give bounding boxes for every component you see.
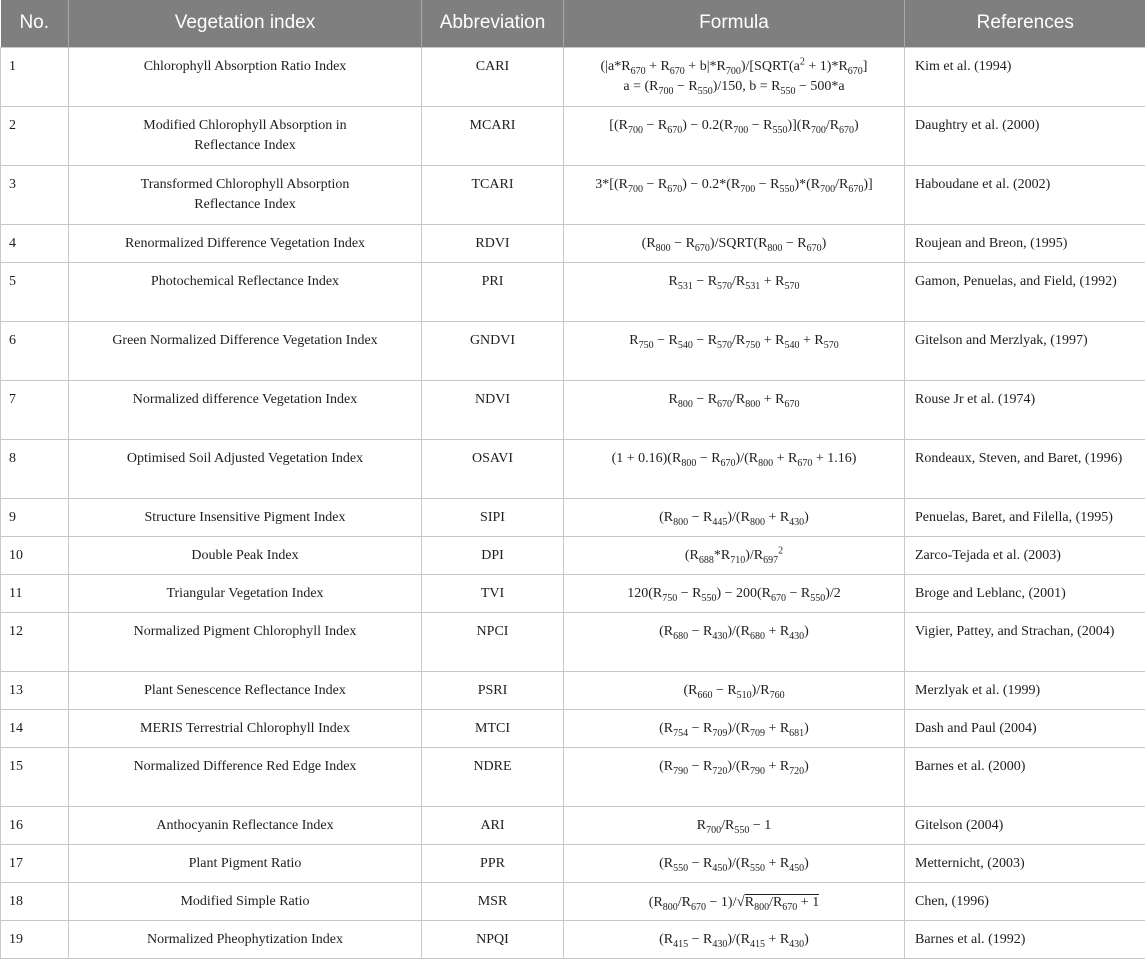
cell-abbreviation: TVI	[422, 574, 564, 612]
table-row	[1, 747, 1145, 806]
cell-reference: Broge and Leblanc, (2001)	[905, 574, 1145, 612]
cell-formula: $(R_{790} - R_{720})/(R_{790} + R_{720})$	[564, 747, 905, 806]
cell-reference: Gitelson (2004)	[905, 806, 1145, 844]
cell-abbreviation: TCARI	[422, 165, 564, 224]
cell-no: 3	[1, 165, 69, 224]
cell-abbreviation: DPI	[422, 536, 564, 574]
cell-vegetation-index: Normalized Pigment Chlorophyll Index	[69, 612, 422, 671]
table-row	[1, 882, 1145, 920]
header-row	[1, 0, 1145, 47]
cell-reference: Metternicht, (2003)	[905, 844, 1145, 882]
cell-formula: $(R_{688}*R_{710})/R_{697}^2$	[564, 536, 905, 574]
cell-vegetation-index: Modified Chlorophyll Absorption in Reflectance Index	[69, 106, 422, 165]
cell-no: 7	[1, 380, 69, 439]
cell-vegetation-index: Photochemical Reflectance Index	[69, 262, 422, 321]
table-row	[1, 224, 1145, 262]
cell-abbreviation: PRI	[422, 262, 564, 321]
table-row	[1, 709, 1145, 747]
cell-reference: Vigier, Pattey, and Strachan, (2004)	[905, 612, 1145, 671]
cell-reference: Barnes et al. (2000)	[905, 747, 1145, 806]
cell-abbreviation: SIPI	[422, 498, 564, 536]
cell-formula: $(R_{550} - R_{450})/(R_{550} + R_{450})$	[564, 844, 905, 882]
cell-abbreviation: MTCI	[422, 709, 564, 747]
cell-formula: $(R_{800}/R_{670} - 1)/√R_{800}/R_{670} + 1$	[564, 882, 905, 920]
table-row	[1, 380, 1145, 439]
cell-abbreviation: NPCI	[422, 612, 564, 671]
cell-no: 17	[1, 844, 69, 882]
table-row	[1, 536, 1145, 574]
cell-formula: $(R_{415} - R_{430})/(R_{415} + R_{430})$	[564, 920, 905, 958]
cell-abbreviation: CARI	[422, 47, 564, 106]
cell-formula: $(1 + 0.16)(R_{800} - R_{670})/(R_{800} + R_{670} + 1.16)$	[564, 439, 905, 498]
cell-vegetation-index: Chlorophyll Absorption Ratio Index	[69, 47, 422, 106]
table-row	[1, 262, 1145, 321]
cell-vegetation-index: Optimised Soil Adjusted Vegetation Index	[69, 439, 422, 498]
cell-reference: Rondeaux, Steven, and Baret, (1996)	[905, 439, 1145, 498]
header-formula: Formula	[564, 0, 905, 47]
cell-formula: $120(R_{750} - R_{550}) - 200(R_{670} - R_{550})/2$	[564, 574, 905, 612]
cell-abbreviation: NPQI	[422, 920, 564, 958]
cell-no: 13	[1, 671, 69, 709]
cell-formula: $(R_{754} - R_{709})/(R_{709} + R_{681})$	[564, 709, 905, 747]
table-row	[1, 47, 1145, 106]
cell-formula: $(R_{660} - R_{510})/R_{760}$	[564, 671, 905, 709]
cell-formula: ($R_{800}$ − $R_{670})/SQRT(R_{800} - R_{670})$	[564, 224, 905, 262]
cell-reference: Merzlyak et al. (1999)	[905, 671, 1145, 709]
cell-no: 18	[1, 882, 69, 920]
cell-abbreviation: PSRI	[422, 671, 564, 709]
table-row	[1, 671, 1145, 709]
cell-formula: ($|a*R_{670} + R_{670}$ + $b|*R_{700})/[SQRT(a^2 + 1)*R_{670}]$ $a = (R_{700} - R_{550})/150$, $b = R_{550} - 500*a$	[564, 47, 905, 106]
cell-formula: $(R_{680} - R_{430})/(R_{680} + R_{430})$	[564, 612, 905, 671]
cell-abbreviation: OSAVI	[422, 439, 564, 498]
cell-formula: $R_{750} - R_{540} - R_{570}/R_{750} + R_{540} + R_{570}$	[564, 321, 905, 380]
cell-reference: Daughtry et al. (2000)	[905, 106, 1145, 165]
cell-abbreviation: PPR	[422, 844, 564, 882]
table-header	[1, 0, 1145, 47]
cell-abbreviation: GNDVI	[422, 321, 564, 380]
cell-vegetation-index: MERIS Terrestrial Chlorophyll Index	[69, 709, 422, 747]
table-row	[1, 920, 1145, 958]
table-row	[1, 498, 1145, 536]
cell-vegetation-index: Normalized Difference Red Edge Index	[69, 747, 422, 806]
cell-vegetation-index: Anthocyanin Reflectance Index	[69, 806, 422, 844]
cell-reference: Gamon, Penuelas, and Field, (1992)	[905, 262, 1145, 321]
cell-no: 12	[1, 612, 69, 671]
cell-reference: Haboudane et al. (2002)	[905, 165, 1145, 224]
cell-formula: $3*[(R_{700} - R_{670}) - 0.2*(R_{700} - R_{550})*(R_{700}/R_{670})]$	[564, 165, 905, 224]
cell-vegetation-index: Structure Insensitive Pigment Index	[69, 498, 422, 536]
cell-vegetation-index: Double Peak Index	[69, 536, 422, 574]
cell-no: 2	[1, 106, 69, 165]
cell-vegetation-index: Triangular Vegetation Index	[69, 574, 422, 612]
cell-no: 14	[1, 709, 69, 747]
cell-reference: Zarco-Tejada et al. (2003)	[905, 536, 1145, 574]
cell-no: 9	[1, 498, 69, 536]
cell-formula: $[(R_{700} - R_{670}) - 0.2(R_{700} - R_{550})](R_{700}/R_{670})$	[564, 106, 905, 165]
cell-vegetation-index: Plant Senescence Reflectance Index	[69, 671, 422, 709]
table-body	[1, 47, 1145, 958]
cell-no: 1	[1, 47, 69, 106]
cell-reference: Roujean and Breon, (1995)	[905, 224, 1145, 262]
table-row	[1, 844, 1145, 882]
table-row	[1, 165, 1145, 224]
cell-abbreviation: NDRE	[422, 747, 564, 806]
cell-formula: $R_{800} - R_{670}/R_{800} + R_{670}$	[564, 380, 905, 439]
cell-formula: $R_{700}/R_{550} - 1$	[564, 806, 905, 844]
cell-formula: $R_{531} - R_{570}/R_{531} + R_{570}$	[564, 262, 905, 321]
cell-reference: Dash and Paul (2004)	[905, 709, 1145, 747]
cell-no: 6	[1, 321, 69, 380]
cell-abbreviation: RDVI	[422, 224, 564, 262]
table-row	[1, 574, 1145, 612]
cell-no: 4	[1, 224, 69, 262]
table-row	[1, 321, 1145, 380]
header-references: References	[976, 12, 1074, 34]
cell-reference: Penuelas, Baret, and Filella, (1995)	[905, 498, 1145, 536]
cell-abbreviation: MCARI	[422, 106, 564, 165]
cell-no: 8	[1, 439, 69, 498]
table-row	[1, 806, 1145, 844]
cell-vegetation-index: Renormalized Difference Vegetation Index	[69, 224, 422, 262]
cell-reference: Chen, (1996)	[905, 882, 1145, 920]
cell-abbreviation: ARI	[422, 806, 564, 844]
cell-no: 19	[1, 920, 69, 958]
cell-abbreviation: MSR	[422, 882, 564, 920]
cell-reference: Gitelson and Merzlyak, (1997)	[905, 321, 1145, 380]
cell-vegetation-index: Green Normalized Difference Vegetation Index	[69, 321, 422, 380]
cell-reference: Kim et al. (1994)	[905, 47, 1145, 106]
cell-vegetation-index: Plant Pigment Ratio	[69, 844, 422, 882]
cell-vegetation-index: Normalized Pheophytization Index	[69, 920, 422, 958]
table-row	[1, 612, 1145, 671]
cell-no: 11	[1, 574, 69, 612]
table-row	[1, 106, 1145, 165]
cell-formula: $(R_{800} - R_{445})/(R_{800} + R_{430})$	[564, 498, 905, 536]
cell-no: 16	[1, 806, 69, 844]
cell-reference: Barnes et al. (1992)	[905, 920, 1145, 958]
cell-no: 10	[1, 536, 69, 574]
header-vegetation-index: Vegetation index	[69, 0, 422, 47]
cell-reference: Rouse Jr et al. (1974)	[905, 380, 1145, 439]
table-row	[1, 439, 1145, 498]
cell-no: 15	[1, 747, 69, 806]
header-no: No.	[1, 0, 69, 47]
cell-abbreviation: NDVI	[422, 380, 564, 439]
cell-vegetation-index: Modified Simple Ratio	[69, 882, 422, 920]
header-abbreviation: Abbreviation	[422, 0, 564, 47]
cell-no: 5	[1, 262, 69, 321]
cell-vegetation-index: Normalized difference Vegetation Index	[69, 380, 422, 439]
cell-vegetation-index: Transformed Chlorophyll Absorption Reflectance Index	[69, 165, 422, 224]
